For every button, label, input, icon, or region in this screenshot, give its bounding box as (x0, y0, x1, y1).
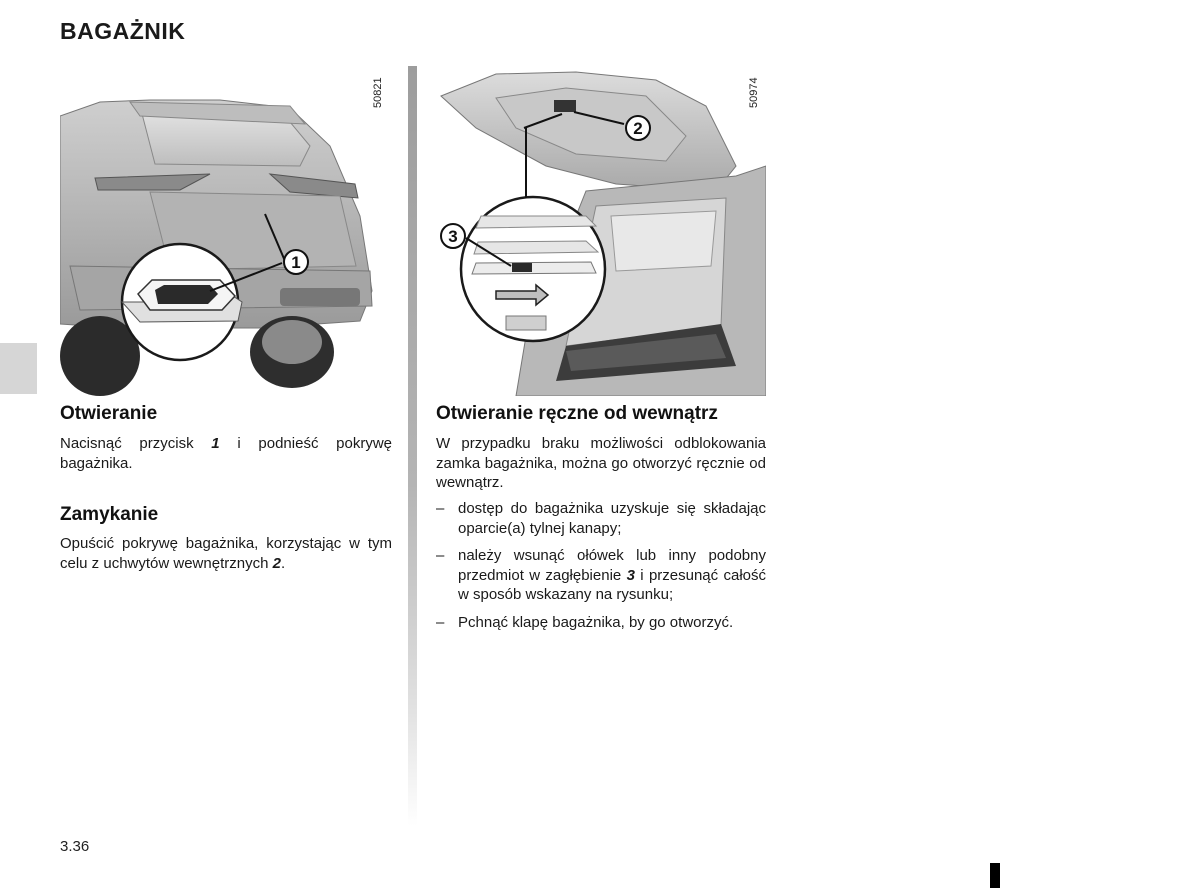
step-ref-3: 3 (626, 566, 635, 584)
section-tab-marker (0, 343, 37, 394)
column-divider (408, 66, 417, 826)
callout-1 (282, 248, 310, 276)
closing-text-after: . (280, 554, 286, 572)
list-dash: – (436, 547, 445, 564)
opening-ref-1: 1 (211, 435, 220, 452)
paragraph-opening (60, 434, 392, 473)
heading-closing: Zamykanie (60, 504, 159, 525)
step-text: dostęp do bagażnika uzyskuje się składając oparcie(a) tylnej kanapy; (458, 500, 766, 537)
step-text-after: i przesunąć całość w sposób wskazany na rysunku; (458, 566, 766, 603)
page-title: BAGAŻNIK (60, 18, 186, 44)
callout-2-label: 2 (633, 119, 643, 138)
figure-manual-release (436, 66, 766, 396)
figure-tailgate-button (60, 66, 392, 396)
figure-id-right: 50974 (748, 77, 760, 108)
heading-manual-opening: Otwieranie ręczne od wewnątrz (436, 403, 718, 424)
list-dash: – (436, 613, 445, 631)
paragraph-manual-intro: W przypadku braku możliwości odblokowania zamka bagażnika, można go otworzyć ręcznie od wewnątrz. (436, 435, 766, 491)
list-item (436, 499, 766, 538)
list-dash: – (436, 500, 445, 517)
callout-3-label: 3 (448, 227, 458, 246)
figure-id-left: 50821 (372, 77, 384, 108)
opening-text-before: Nacisnąć przycisk (60, 435, 212, 452)
step-text: Pchnąć klapę bagażnika, by go otworzyć. (458, 613, 734, 631)
page-corner-mark (990, 863, 1000, 888)
opening-text-after: i podnieść pokrywę bagażnika. (60, 435, 393, 472)
callout-1-label: 1 (291, 253, 301, 272)
callout-2 (624, 114, 652, 142)
paragraph-closing (60, 534, 392, 573)
closing-ref-2: 2 (272, 554, 281, 572)
page-number: 3.36 (60, 838, 90, 855)
list-item (436, 546, 766, 605)
callout-3 (439, 222, 467, 250)
step-text: należy wsunąć ołówek lub inny podobny przedmiot w zagłębienie (458, 547, 766, 584)
car-rear-illustration (60, 66, 392, 396)
manual-steps-list (436, 499, 766, 640)
list-item (436, 613, 766, 633)
heading-opening: Otwieranie (60, 403, 158, 424)
closing-text-before: Opuścić pokrywę bagażnika, korzystając w tym celu z uchwytów wewnętrznych (60, 535, 392, 572)
open-tailgate-illustration (436, 66, 766, 396)
